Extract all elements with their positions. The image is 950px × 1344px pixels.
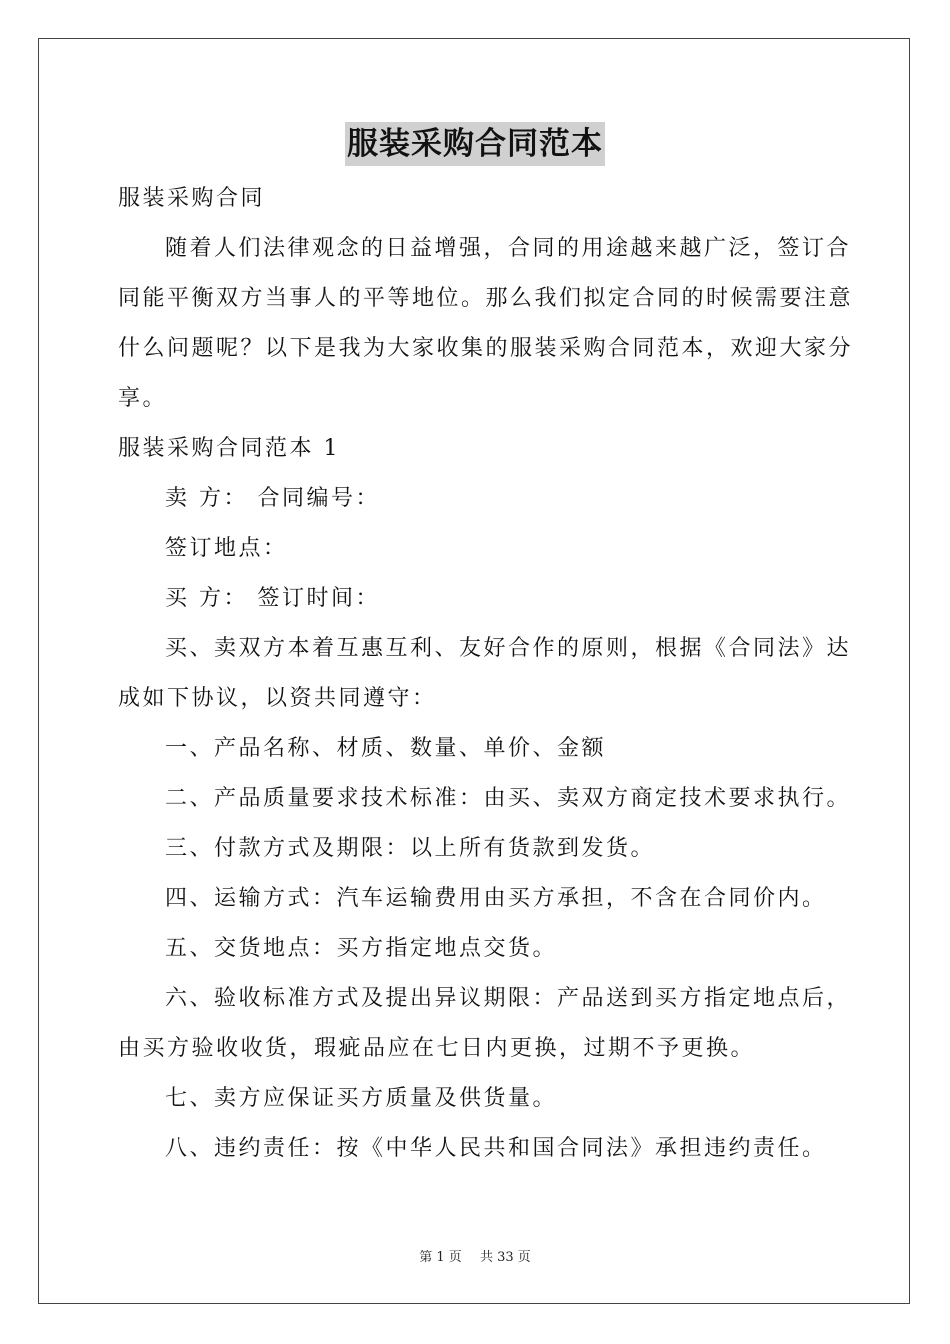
page-total: 共 33 页 (479, 1250, 531, 1265)
section-heading: 服装采购合同范本 1 (118, 436, 340, 461)
paragraph-line: 成如下协议，以资共同遵守： (118, 686, 437, 711)
signing-place-field: 签订地点： (165, 536, 288, 561)
paragraph-line: 买、卖双方本着互惠互利、友好合作的原则，根据《合同法》达 (165, 636, 852, 661)
document-body (118, 174, 854, 1174)
clause-2: 二、产品质量要求技术标准：由买、卖双方商定技术要求执行。 (165, 786, 852, 811)
clause-1: 一、产品名称、材质、数量、单价、金额 (165, 736, 607, 761)
title-text: 服装采购合同范本 (345, 122, 605, 166)
buyer-field: 买 方： 签订时间： (165, 586, 380, 611)
paragraph-line: 随着人们法律观念的日益增强，合同的用途越来越广泛，签订合 (165, 236, 852, 261)
page-footer (0, 1246, 950, 1265)
clause-8: 八、违约责任：按《中华人民共和国合同法》承担违约责任。 (165, 1136, 827, 1161)
clause-6-continued: 由买方验收收货，瑕疵品应在七日内更换，过期不予更换。 (118, 1036, 756, 1061)
paragraph-line: 什么问题呢？以下是我为大家收集的服装采购合同范本，欢迎大家分 (118, 336, 854, 361)
clause-5: 五、交货地点：买方指定地点交货。 (165, 936, 558, 961)
clause-3: 三、付款方式及期限：以上所有货款到发货。 (165, 836, 656, 861)
paragraph-line: 享。 (118, 386, 168, 411)
clause-7: 七、卖方应保证买方质量及供货量。 (165, 1086, 558, 1111)
paragraph-line: 同能平衡双方当事人的平等地位。那么我们拟定合同的时候需要注意 (118, 286, 854, 311)
clause-6: 六、验收标准方式及提出异议期限：产品送到买方指定地点后， (165, 986, 852, 1011)
clause-4: 四、运输方式：汽车运输费用由买方承担，不含在合同价内。 (165, 886, 827, 911)
seller-field: 卖 方： 合同编号： (165, 486, 380, 511)
paragraph-heading: 服装采购合同 (118, 186, 266, 211)
document-title (0, 122, 950, 170)
page-number: 第 1 页 (419, 1250, 462, 1265)
